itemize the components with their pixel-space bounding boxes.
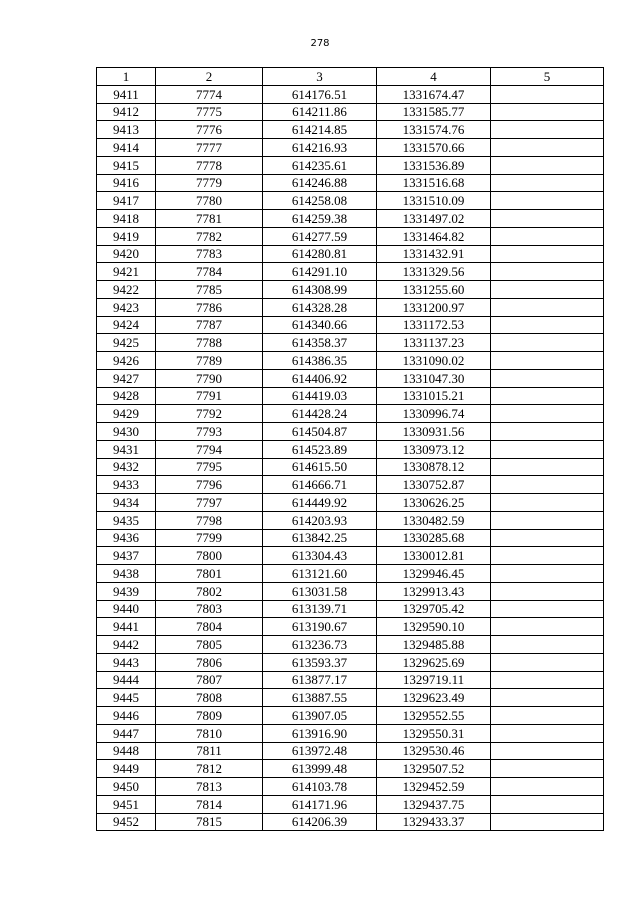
note-cell <box>491 458 604 476</box>
x-coordinate-cell: 614280.81 <box>263 245 377 263</box>
note-cell <box>491 689 604 707</box>
point-number-cell: 9418 <box>97 210 156 228</box>
x-coordinate-cell: 614666.71 <box>263 476 377 494</box>
y-coordinate-cell: 1329946.45 <box>377 565 491 583</box>
x-coordinate-cell: 614206.39 <box>263 813 377 831</box>
y-coordinate-cell: 1330931.56 <box>377 423 491 441</box>
table-row <box>97 369 604 387</box>
vertex-number-cell: 7779 <box>156 174 263 192</box>
note-cell <box>491 245 604 263</box>
point-number-cell: 9428 <box>97 387 156 405</box>
vertex-number-cell: 7813 <box>156 778 263 796</box>
y-coordinate-cell: 1330626.25 <box>377 494 491 512</box>
vertex-number-cell: 7789 <box>156 352 263 370</box>
y-coordinate-cell: 1331432.91 <box>377 245 491 263</box>
vertex-number-cell: 7791 <box>156 387 263 405</box>
vertex-number-cell: 7803 <box>156 600 263 618</box>
y-coordinate-cell: 1329550.31 <box>377 724 491 742</box>
note-cell <box>491 742 604 760</box>
point-number-cell: 9451 <box>97 795 156 813</box>
vertex-number-cell: 7804 <box>156 618 263 636</box>
table-row <box>97 671 604 689</box>
vertex-number-cell: 7809 <box>156 707 263 725</box>
y-coordinate-cell: 1331570.66 <box>377 139 491 157</box>
table-row <box>97 227 604 245</box>
y-coordinate-cell: 1330996.74 <box>377 405 491 423</box>
note-cell <box>491 795 604 813</box>
table-row <box>97 245 604 263</box>
y-coordinate-cell: 1329625.69 <box>377 653 491 671</box>
note-cell <box>491 671 604 689</box>
table-row <box>97 494 604 512</box>
y-coordinate-cell: 1329552.55 <box>377 707 491 725</box>
x-coordinate-cell: 613190.67 <box>263 618 377 636</box>
point-number-cell: 9417 <box>97 192 156 210</box>
point-number-cell: 9414 <box>97 139 156 157</box>
table-row <box>97 547 604 565</box>
table-row <box>97 742 604 760</box>
point-number-cell: 9441 <box>97 618 156 636</box>
y-coordinate-cell: 1331090.02 <box>377 352 491 370</box>
x-coordinate-cell: 614176.51 <box>263 85 377 103</box>
x-coordinate-cell: 613877.17 <box>263 671 377 689</box>
vertex-number-cell: 7778 <box>156 156 263 174</box>
x-coordinate-cell: 614406.92 <box>263 369 377 387</box>
x-coordinate-cell: 614308.99 <box>263 281 377 299</box>
vertex-number-cell: 7777 <box>156 139 263 157</box>
point-number-cell: 9447 <box>97 724 156 742</box>
vertex-number-cell: 7796 <box>156 476 263 494</box>
vertex-number-cell: 7808 <box>156 689 263 707</box>
table-row <box>97 121 604 139</box>
point-number-cell: 9433 <box>97 476 156 494</box>
note-cell <box>491 174 604 192</box>
table-body <box>97 85 604 831</box>
note-cell <box>491 653 604 671</box>
table-row <box>97 405 604 423</box>
point-number-cell: 9452 <box>97 813 156 831</box>
x-coordinate-cell: 613842.25 <box>263 529 377 547</box>
table-row <box>97 707 604 725</box>
table-row <box>97 139 604 157</box>
point-number-cell: 9412 <box>97 103 156 121</box>
y-coordinate-cell: 1329705.42 <box>377 600 491 618</box>
vertex-number-cell: 7792 <box>156 405 263 423</box>
x-coordinate-cell: 614214.85 <box>263 121 377 139</box>
note-cell <box>491 263 604 281</box>
point-number-cell: 9436 <box>97 529 156 547</box>
vertex-number-cell: 7776 <box>156 121 263 139</box>
table-row <box>97 795 604 813</box>
point-number-cell: 9430 <box>97 423 156 441</box>
table-row <box>97 600 604 618</box>
point-number-cell: 9439 <box>97 582 156 600</box>
note-cell <box>491 476 604 494</box>
vertex-number-cell: 7782 <box>156 227 263 245</box>
table-header-row <box>97 68 604 86</box>
y-coordinate-cell: 1330285.68 <box>377 529 491 547</box>
x-coordinate-cell: 614328.28 <box>263 298 377 316</box>
x-coordinate-cell: 614419.03 <box>263 387 377 405</box>
x-coordinate-cell: 614340.66 <box>263 316 377 334</box>
point-number-cell: 9411 <box>97 85 156 103</box>
x-coordinate-cell: 614216.93 <box>263 139 377 157</box>
note-cell <box>491 778 604 796</box>
x-coordinate-cell: 614203.93 <box>263 511 377 529</box>
table-row <box>97 653 604 671</box>
point-number-cell: 9422 <box>97 281 156 299</box>
point-number-cell: 9420 <box>97 245 156 263</box>
note-cell <box>491 760 604 778</box>
y-coordinate-cell: 1330752.87 <box>377 476 491 494</box>
vertex-number-cell: 7810 <box>156 724 263 742</box>
note-cell <box>491 547 604 565</box>
note-cell <box>491 440 604 458</box>
point-number-cell: 9440 <box>97 600 156 618</box>
x-coordinate-cell: 614428.24 <box>263 405 377 423</box>
vertex-number-cell: 7795 <box>156 458 263 476</box>
point-number-cell: 9437 <box>97 547 156 565</box>
table-row <box>97 156 604 174</box>
note-cell <box>491 281 604 299</box>
point-number-cell: 9425 <box>97 334 156 352</box>
column-header-5: 5 <box>491 68 604 86</box>
y-coordinate-cell: 1329590.10 <box>377 618 491 636</box>
column-header-2: 2 <box>156 68 263 86</box>
column-header-3: 3 <box>263 68 377 86</box>
x-coordinate-cell: 613304.43 <box>263 547 377 565</box>
x-coordinate-cell: 613236.73 <box>263 636 377 654</box>
y-coordinate-cell: 1331497.02 <box>377 210 491 228</box>
vertex-number-cell: 7797 <box>156 494 263 512</box>
point-number-cell: 9416 <box>97 174 156 192</box>
y-coordinate-cell: 1329507.52 <box>377 760 491 778</box>
note-cell <box>491 582 604 600</box>
table-row <box>97 760 604 778</box>
y-coordinate-cell: 1329623.49 <box>377 689 491 707</box>
point-number-cell: 9415 <box>97 156 156 174</box>
y-coordinate-cell: 1329437.75 <box>377 795 491 813</box>
vertex-number-cell: 7784 <box>156 263 263 281</box>
y-coordinate-cell: 1331047.30 <box>377 369 491 387</box>
table-row <box>97 352 604 370</box>
point-number-cell: 9442 <box>97 636 156 654</box>
y-coordinate-cell: 1329485.88 <box>377 636 491 654</box>
vertex-number-cell: 7798 <box>156 511 263 529</box>
note-cell <box>491 192 604 210</box>
x-coordinate-cell: 613999.48 <box>263 760 377 778</box>
point-number-cell: 9446 <box>97 707 156 725</box>
note-cell <box>491 636 604 654</box>
point-number-cell: 9449 <box>97 760 156 778</box>
table-row <box>97 263 604 281</box>
y-coordinate-cell: 1330973.12 <box>377 440 491 458</box>
y-coordinate-cell: 1331255.60 <box>377 281 491 299</box>
vertex-number-cell: 7786 <box>156 298 263 316</box>
note-cell <box>491 156 604 174</box>
vertex-number-cell: 7794 <box>156 440 263 458</box>
y-coordinate-cell: 1330012.81 <box>377 547 491 565</box>
vertex-number-cell: 7774 <box>156 85 263 103</box>
x-coordinate-cell: 613593.37 <box>263 653 377 671</box>
x-coordinate-cell: 614103.78 <box>263 778 377 796</box>
point-number-cell: 9448 <box>97 742 156 760</box>
y-coordinate-cell: 1331015.21 <box>377 387 491 405</box>
table-row <box>97 440 604 458</box>
y-coordinate-cell: 1331172.53 <box>377 316 491 334</box>
vertex-number-cell: 7811 <box>156 742 263 760</box>
column-header-1: 1 <box>97 68 156 86</box>
x-coordinate-cell: 614277.59 <box>263 227 377 245</box>
vertex-number-cell: 7801 <box>156 565 263 583</box>
table-row <box>97 298 604 316</box>
note-cell <box>491 387 604 405</box>
point-number-cell: 9427 <box>97 369 156 387</box>
note-cell <box>491 210 604 228</box>
note-cell <box>491 511 604 529</box>
table-row <box>97 511 604 529</box>
table-row <box>97 689 604 707</box>
point-number-cell: 9435 <box>97 511 156 529</box>
point-number-cell: 9432 <box>97 458 156 476</box>
table-row <box>97 423 604 441</box>
point-number-cell: 9419 <box>97 227 156 245</box>
y-coordinate-cell: 1331516.68 <box>377 174 491 192</box>
x-coordinate-cell: 614615.50 <box>263 458 377 476</box>
x-coordinate-cell: 613887.55 <box>263 689 377 707</box>
y-coordinate-cell: 1331536.89 <box>377 156 491 174</box>
x-coordinate-cell: 613121.60 <box>263 565 377 583</box>
note-cell <box>491 813 604 831</box>
note-cell <box>491 316 604 334</box>
page-number: 278 <box>310 38 330 49</box>
y-coordinate-cell: 1331200.97 <box>377 298 491 316</box>
table-row <box>97 210 604 228</box>
note-cell <box>491 618 604 636</box>
x-coordinate-cell: 613916.90 <box>263 724 377 742</box>
note-cell <box>491 352 604 370</box>
note-cell <box>491 529 604 547</box>
x-coordinate-cell: 613972.48 <box>263 742 377 760</box>
note-cell <box>491 423 604 441</box>
point-number-cell: 9444 <box>97 671 156 689</box>
vertex-number-cell: 7815 <box>156 813 263 831</box>
y-coordinate-cell: 1329913.43 <box>377 582 491 600</box>
note-cell <box>491 494 604 512</box>
point-number-cell: 9413 <box>97 121 156 139</box>
note-cell <box>491 600 604 618</box>
point-number-cell: 9424 <box>97 316 156 334</box>
table-row <box>97 85 604 103</box>
vertex-number-cell: 7775 <box>156 103 263 121</box>
vertex-number-cell: 7788 <box>156 334 263 352</box>
note-cell <box>491 334 604 352</box>
y-coordinate-cell: 1331585.77 <box>377 103 491 121</box>
note-cell <box>491 121 604 139</box>
table-row <box>97 192 604 210</box>
vertex-number-cell: 7787 <box>156 316 263 334</box>
y-coordinate-cell: 1329452.59 <box>377 778 491 796</box>
x-coordinate-cell: 614259.38 <box>263 210 377 228</box>
note-cell <box>491 405 604 423</box>
point-number-cell: 9429 <box>97 405 156 423</box>
x-coordinate-cell: 614449.92 <box>263 494 377 512</box>
table-row <box>97 565 604 583</box>
column-header-4: 4 <box>377 68 491 86</box>
vertex-number-cell: 7799 <box>156 529 263 547</box>
y-coordinate-cell: 1331329.56 <box>377 263 491 281</box>
note-cell <box>491 298 604 316</box>
point-number-cell: 9434 <box>97 494 156 512</box>
y-coordinate-cell: 1331510.09 <box>377 192 491 210</box>
x-coordinate-cell: 614258.08 <box>263 192 377 210</box>
y-coordinate-cell: 1331464.82 <box>377 227 491 245</box>
table-row <box>97 281 604 299</box>
note-cell <box>491 369 604 387</box>
table-row <box>97 636 604 654</box>
vertex-number-cell: 7812 <box>156 760 263 778</box>
vertex-number-cell: 7805 <box>156 636 263 654</box>
point-number-cell: 9443 <box>97 653 156 671</box>
table-row <box>97 724 604 742</box>
table-row <box>97 103 604 121</box>
vertex-number-cell: 7802 <box>156 582 263 600</box>
x-coordinate-cell: 614235.61 <box>263 156 377 174</box>
point-number-cell: 9423 <box>97 298 156 316</box>
x-coordinate-cell: 614211.86 <box>263 103 377 121</box>
point-number-cell: 9421 <box>97 263 156 281</box>
y-coordinate-cell: 1330482.59 <box>377 511 491 529</box>
y-coordinate-cell: 1331137.23 <box>377 334 491 352</box>
y-coordinate-cell: 1329530.46 <box>377 742 491 760</box>
vertex-number-cell: 7781 <box>156 210 263 228</box>
y-coordinate-cell: 1331574.76 <box>377 121 491 139</box>
note-cell <box>491 724 604 742</box>
point-number-cell: 9445 <box>97 689 156 707</box>
x-coordinate-cell: 613907.05 <box>263 707 377 725</box>
note-cell <box>491 565 604 583</box>
table-row <box>97 813 604 831</box>
x-coordinate-cell: 614386.35 <box>263 352 377 370</box>
y-coordinate-cell: 1331674.47 <box>377 85 491 103</box>
point-number-cell: 9426 <box>97 352 156 370</box>
note-cell <box>491 227 604 245</box>
vertex-number-cell: 7790 <box>156 369 263 387</box>
table-row <box>97 458 604 476</box>
vertex-number-cell: 7800 <box>156 547 263 565</box>
table-row <box>97 387 604 405</box>
y-coordinate-cell: 1329719.11 <box>377 671 491 689</box>
vertex-number-cell: 7814 <box>156 795 263 813</box>
note-cell <box>491 139 604 157</box>
point-number-cell: 9431 <box>97 440 156 458</box>
table-row <box>97 618 604 636</box>
table-row <box>97 174 604 192</box>
x-coordinate-cell: 614504.87 <box>263 423 377 441</box>
coordinates-table <box>96 67 604 831</box>
table-row <box>97 334 604 352</box>
point-number-cell: 9450 <box>97 778 156 796</box>
table-row <box>97 582 604 600</box>
x-coordinate-cell: 613031.58 <box>263 582 377 600</box>
vertex-number-cell: 7807 <box>156 671 263 689</box>
note-cell <box>491 85 604 103</box>
table-row <box>97 529 604 547</box>
point-number-cell: 9438 <box>97 565 156 583</box>
x-coordinate-cell: 614291.10 <box>263 263 377 281</box>
x-coordinate-cell: 614246.88 <box>263 174 377 192</box>
y-coordinate-cell: 1329433.37 <box>377 813 491 831</box>
vertex-number-cell: 7806 <box>156 653 263 671</box>
vertex-number-cell: 7793 <box>156 423 263 441</box>
x-coordinate-cell: 614358.37 <box>263 334 377 352</box>
y-coordinate-cell: 1330878.12 <box>377 458 491 476</box>
table-row <box>97 778 604 796</box>
x-coordinate-cell: 614171.96 <box>263 795 377 813</box>
vertex-number-cell: 7783 <box>156 245 263 263</box>
x-coordinate-cell: 613139.71 <box>263 600 377 618</box>
x-coordinate-cell: 614523.89 <box>263 440 377 458</box>
table-row <box>97 476 604 494</box>
note-cell <box>491 707 604 725</box>
table-row <box>97 316 604 334</box>
vertex-number-cell: 7780 <box>156 192 263 210</box>
note-cell <box>491 103 604 121</box>
vertex-number-cell: 7785 <box>156 281 263 299</box>
